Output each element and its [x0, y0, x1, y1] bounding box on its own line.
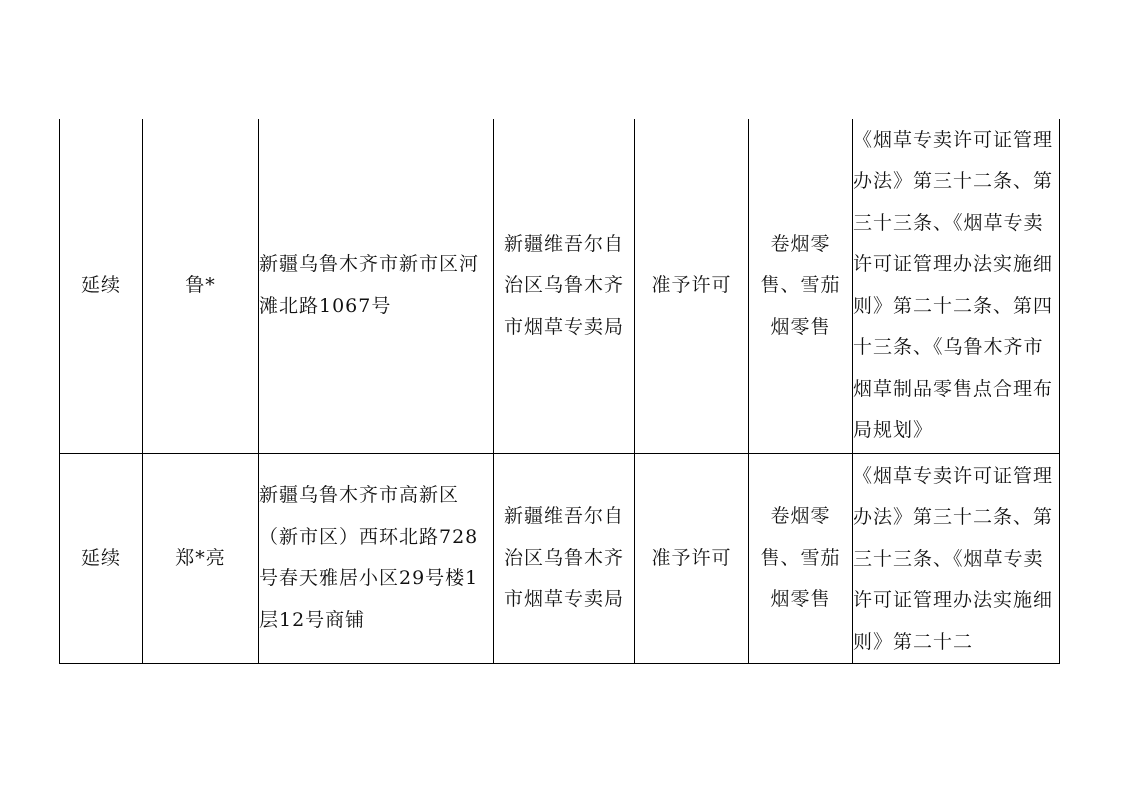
decision-cell: 准予许可 — [635, 119, 749, 453]
name-cell: 郑*亮 — [143, 453, 259, 664]
table-row — [60, 453, 1060, 664]
table-row — [60, 119, 1060, 453]
name-cell: 鲁* — [143, 119, 259, 453]
basis-cell: 《烟草专卖许可证管理办法》第三十二条、第三十三条、《烟草专卖许可证管理办法实施细则》第二十二 — [853, 453, 1060, 664]
license-table — [59, 119, 1060, 664]
address-cell: 新疆乌鲁木齐市高新区（新市区）西环北路728号春天雅居小区29号楼1层12号商铺 — [259, 453, 494, 664]
basis-cell: 《烟草专卖许可证管理办法》第三十二条、第三十三条、《烟草专卖许可证管理办法实施细则》第二十二条、第四十三条、《乌鲁木齐市烟草制品零售点合理布局规划》 — [853, 119, 1060, 453]
decision-cell: 准予许可 — [635, 453, 749, 664]
authority-cell: 新疆维吾尔自治区乌鲁木齐市烟草专卖局 — [494, 119, 635, 453]
authority-cell: 新疆维吾尔自治区乌鲁木齐市烟草专卖局 — [494, 453, 635, 664]
address-cell: 新疆乌鲁木齐市新市区河滩北路1067号 — [259, 119, 494, 453]
scope-cell: 卷烟零售、雪茄烟零售 — [749, 453, 853, 664]
action-cell: 延续 — [60, 119, 143, 453]
scope-cell: 卷烟零售、雪茄烟零售 — [749, 119, 853, 453]
action-cell: 延续 — [60, 453, 143, 664]
